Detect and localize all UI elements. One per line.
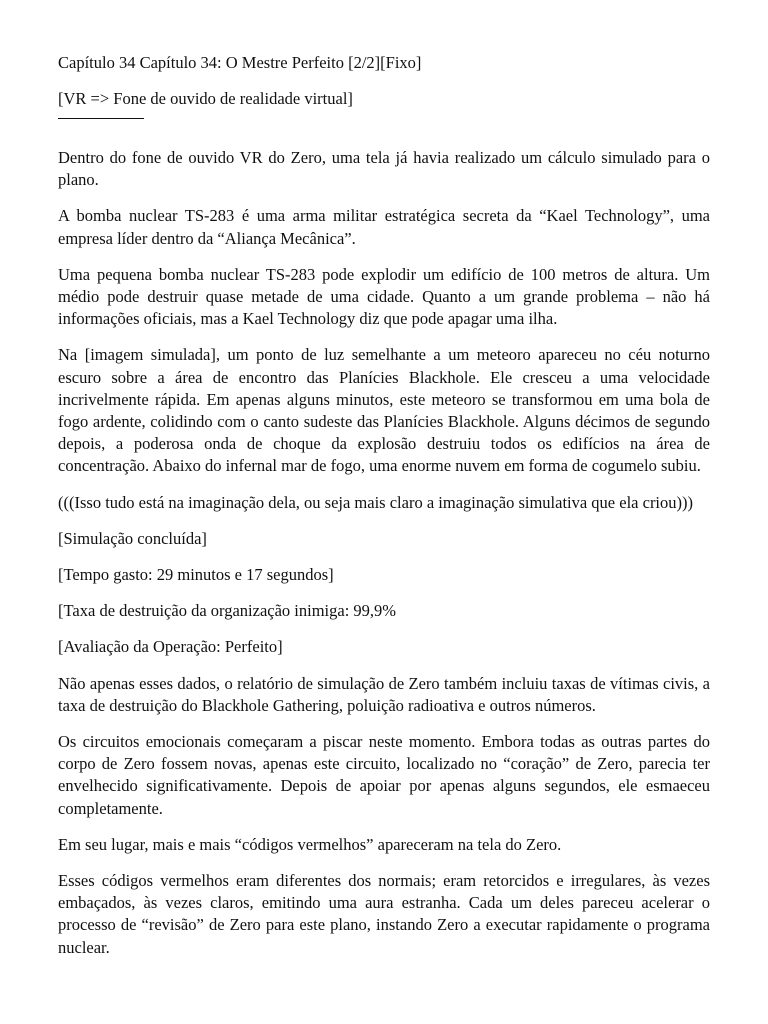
paragraph: (((Isso tudo está na imaginação dela, ou seja mais claro a imaginação simulativa que ela criou)))	[58, 492, 694, 512]
status-line: [Avaliação da Operação: Perfeito]	[58, 637, 283, 657]
paragraph: Em seu lugar, mais e mais “códigos vermelhos” apareceram na tela do Zero.	[58, 834, 562, 854]
paragraph: Não apenas esses dados, o relatório de simulação de Zero também incluiu taxas de vítimas civis, a taxa de destruição do Blackhole Gathering, poluição radioativa e outros números.	[58, 673, 710, 715]
paragraph: Os circuitos emocionais começaram a piscar neste momento. Embora todas as outras partes do corpo de Zero fossem novas, apenas este circuito, localizado no “coração” de Zero, parecia ter envelhecido significativamente. Depois de apoiar por apenas alguns segundos, ele esmaeceu completamente.	[58, 732, 710, 818]
chapter-subtitle: [VR => Fone de ouvido de realidade virtual]	[58, 89, 353, 108]
paragraph: A bomba nuclear TS-283 é uma arma militar estratégica secreta da “Kael Technology”, uma empresa líder dentro da “Aliança Mecânica”.	[58, 206, 710, 248]
paragraph: Dentro do fone de ouvido VR do Zero, uma tela já havia realizado um cálculo simulado para o plano.	[58, 148, 710, 190]
paragraph: Esses códigos vermelhos eram diferentes dos normais; eram retorcidos e irregulares, às vezes embaçados, às vezes claros, emitindo uma aura estranha. Cada um deles pareceu acelerar o processo de “revisão” de Zero para este plano, instando Zero a executar rapidamente o programa nuclear.	[58, 871, 710, 957]
separator-line	[58, 118, 144, 119]
paragraph: Uma pequena bomba nuclear TS-283 pode explodir um edifício de 100 metros de altura. Um médio pode destruir quase metade de uma cidade. Quanto a um grande problema – não há informações oficiais, mas a Kael Technology diz que pode apagar uma ilha.	[58, 264, 710, 329]
status-line: [Tempo gasto: 29 minutos e 17 segundos]	[58, 565, 334, 585]
paragraph: Na [imagem simulada], um ponto de luz semelhante a um meteoro apareceu no céu noturno escuro sobre a área de encontro das Planícies Blackhole. Ele cresceu a uma velocidade incrivelmente rápida. Em apenas alguns minutos, este meteoro se transformou em uma bola de fogo ardente, colidindo com o canto sudeste das Planícies Blackhole. Alguns décimos de segundo depois, a poderosa onda de choque da explosão destruiu todos os edifícios na área de concentração. Abaixo do infernal mar de fogo, uma enorme nuvem em forma de cogumelo subiu.	[58, 345, 710, 476]
status-line: [Simulação concluída]	[58, 528, 207, 548]
chapter-title: Capítulo 34 Capítulo 34: O Mestre Perfeito [2/2][Fixo]	[58, 53, 422, 72]
status-line: [Taxa de destruição da organização inimiga: 99,9%	[58, 601, 397, 621]
